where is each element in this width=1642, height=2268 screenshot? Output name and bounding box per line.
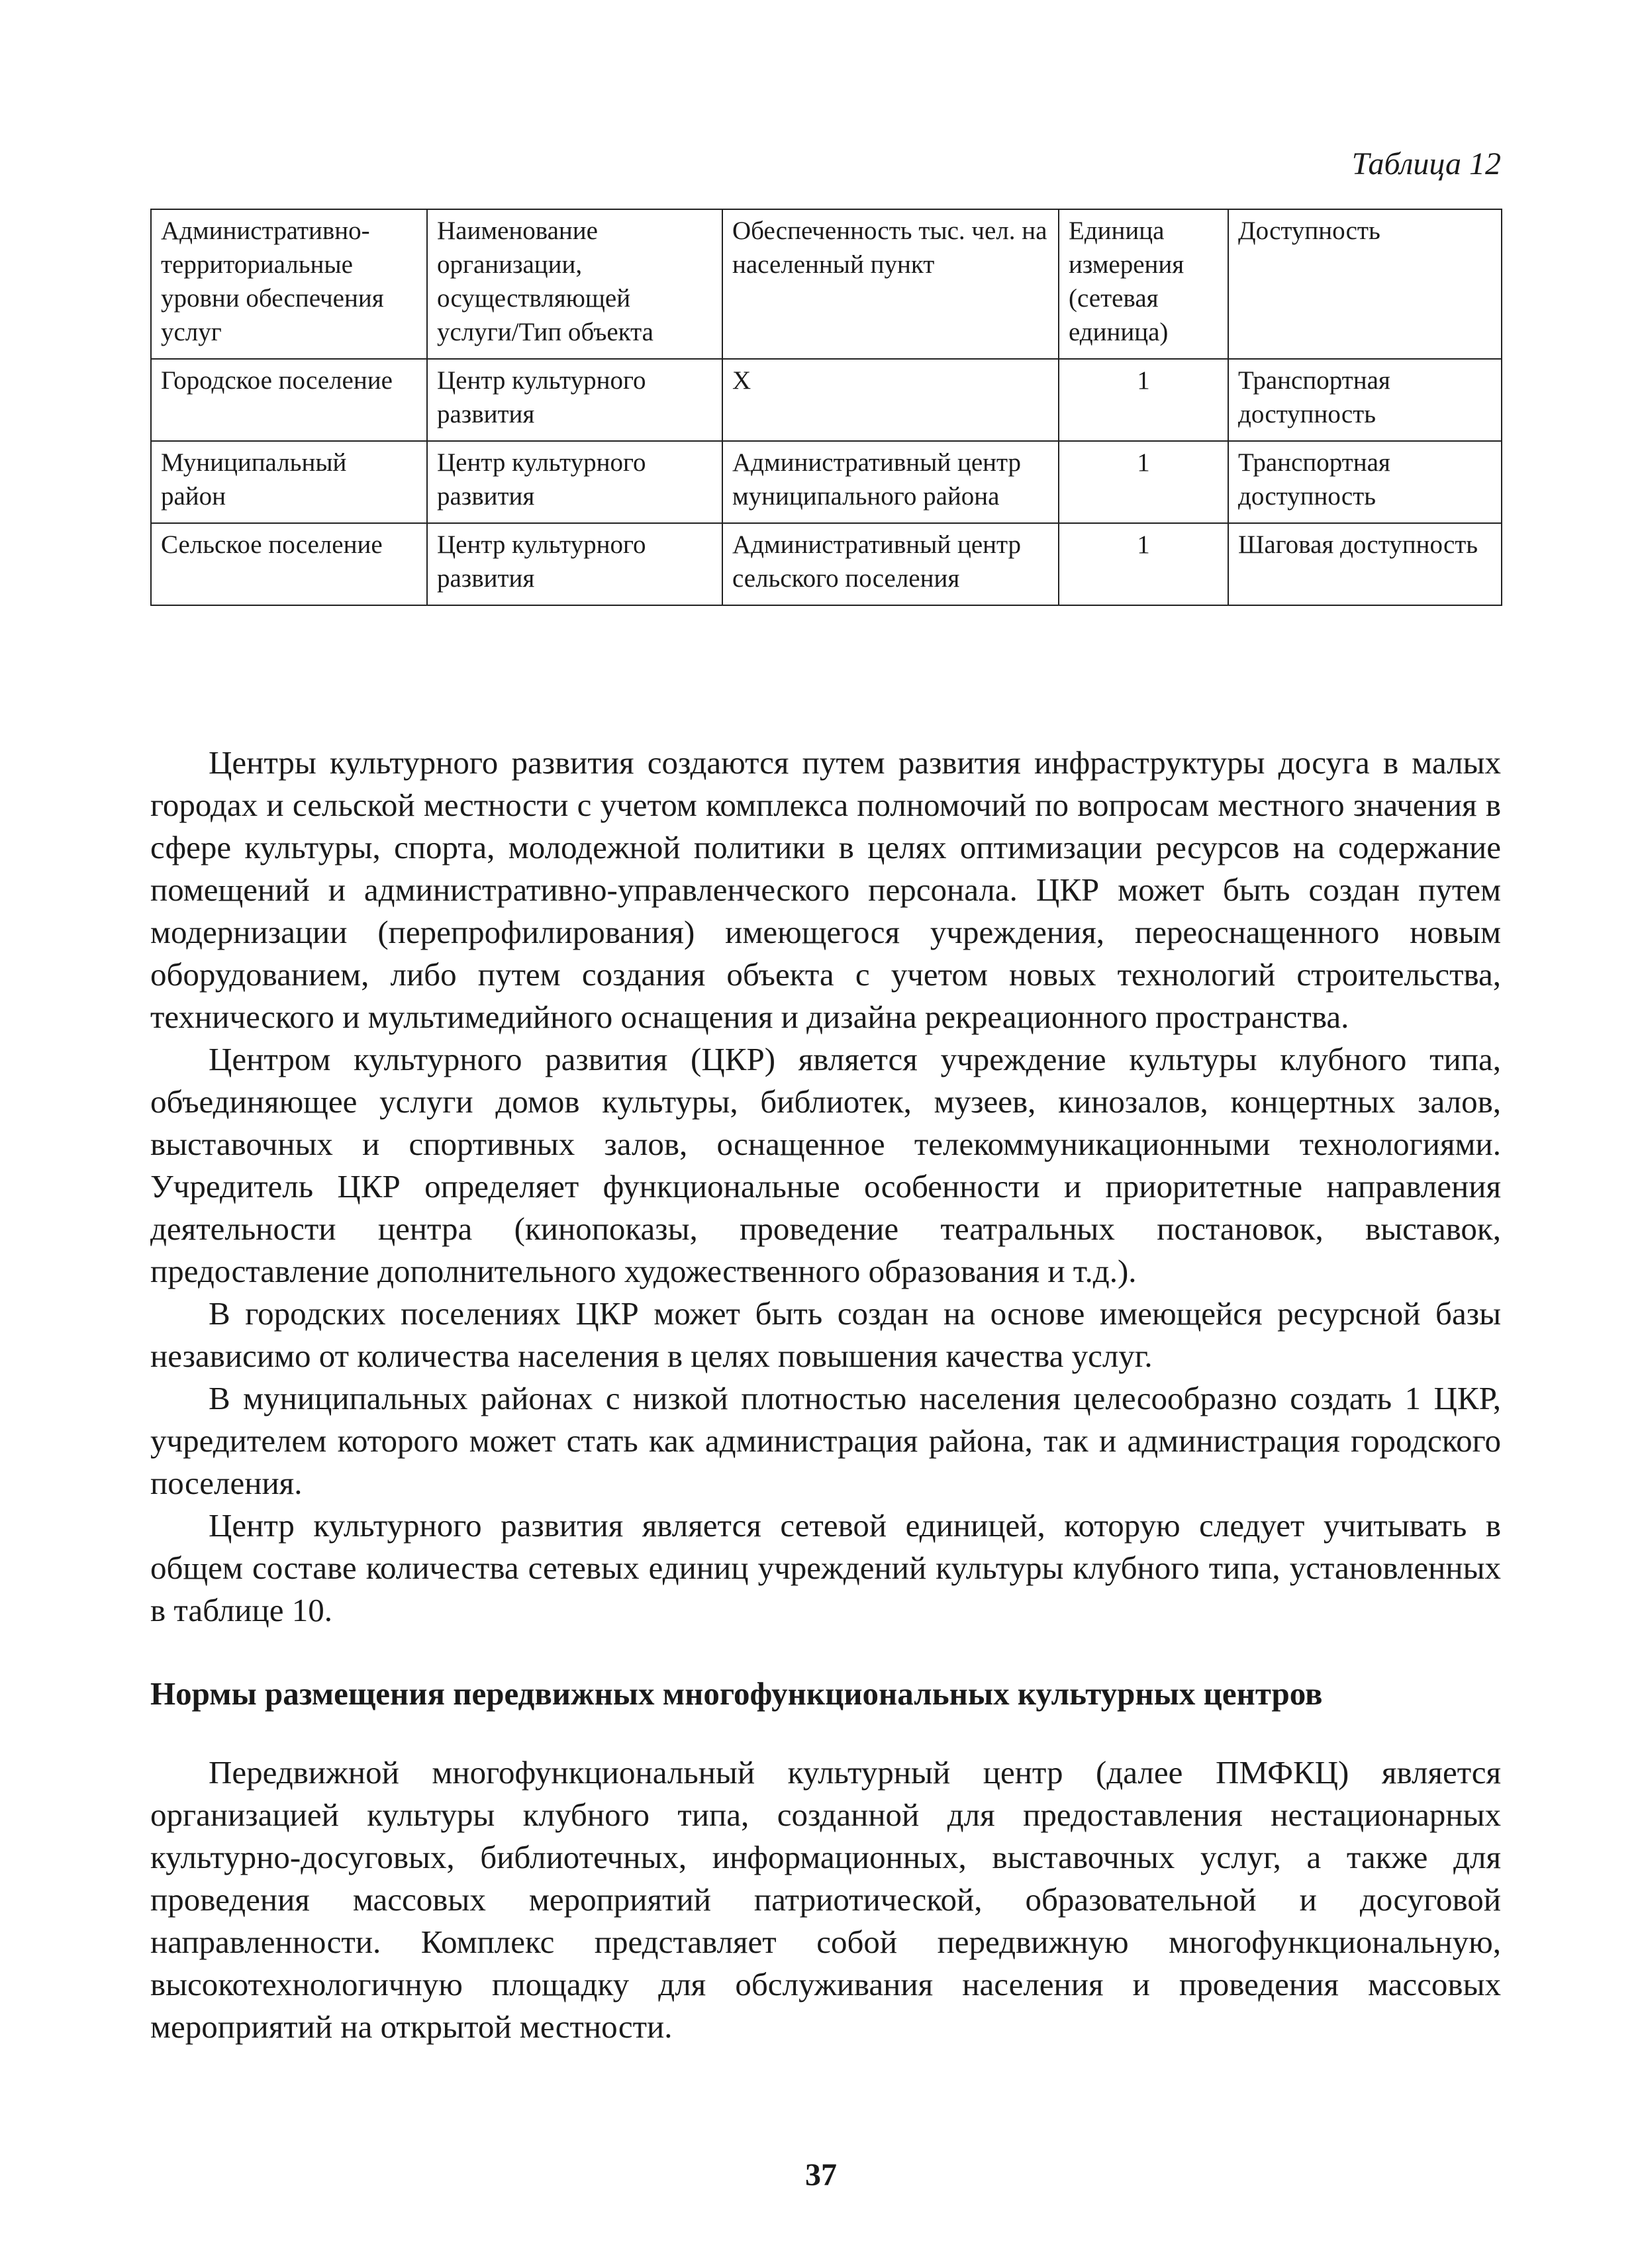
table-header-row [151,209,1502,359]
table-cell: Шаговая доступность [1228,523,1502,605]
paragraph: В городских поселениях ЦКР может быть создан на основе имеющейся ресурсной базы независимо от количества населения в целях повышения качества услуг. [150,1295,1501,1374]
table-cell: Муниципальный район [151,441,427,523]
norms-table [150,209,1502,606]
table-cell: 1 [1059,523,1228,605]
table-cell: 1 [1059,441,1228,523]
paragraph: Центры культурного развития создаются путем развития инфраструктуры досуга в малых городах и сельской местности с учетом комплекса полномочий по вопросам местного значения в сфере культуры, спорта, молодежной политики в целях оптимизации ресурсов на содержание помещений и административно-управленческого персонала. ЦКР может быть создан путем модернизации (перепрофилирования) имеющегося учреждения, переоснащенного новым оборудованием, либо путем создания объекта с учетом новых технологий строительства, технического и мультимедийного оснащения и дизайна рекреационного пространства. [150,744,1501,1035]
paragraph: В муниципальных районах с низкой плотностью населения целесообразно создать 1 ЦКР, учредителем которого может стать как администрация района, так и администрация городского поселения. [150,1380,1501,1501]
table-caption: Таблица 12 [1351,146,1501,181]
body-text [150,742,1501,2048]
table-cell: Центр культурного развития [427,523,722,605]
header-cell: Доступность [1228,209,1502,359]
paragraph: Центром культурного развития (ЦКР) является учреждение культуры клубного типа, объединяющее услуги домов культуры, библиотек, музеев, кинозалов, концертных залов, выставочных и спортивных залов, оснащенное телекоммуникационными технологиями. Учредитель ЦКР определяет функциональные особенности и приоритетные направления деятельности центра (кинопоказы, проведение театральных постановок, выставок, предоставление дополнительного художественного образования и т.д.). [150,1041,1501,1289]
table-cell: Административный центр сельского поселения [722,523,1059,605]
table-cell: Х [722,359,1059,441]
header-cell: Обеспеченность тыс. чел. на населенный пункт [722,209,1059,359]
table-row [151,359,1502,441]
table-cell: Транспортная доступность [1228,359,1502,441]
header-cell: Наименование организации, осуществляющей услуги/Тип объекта [427,209,722,359]
paragraph: Центр культурного развития является сетевой единицей, которую следует учитывать в общем составе количества сетевых единиц учреждений культуры клубного типа, установленных в таблице 10. [150,1507,1501,1628]
table-cell: Административный центр муниципального района [722,441,1059,523]
header-cell: Единица измерения (сетевая единица) [1059,209,1228,359]
table-row [151,441,1502,523]
table-cell: 1 [1059,359,1228,441]
paragraph: Передвижной многофункциональный культурный центр (далее ПМФКЦ) является организацией культуры клубного типа, созданной для предоставления нестационарных культурно-досуговых, библиотечных, информационных, выставочных услуг, а также для проведения массовых мероприятий патриотической, образовательной и досуговой направленности. Комплекс представляет собой передвижную многофункциональную, высокотехнологичную площадку для обслуживания населения и проведения массовых мероприятий на открытой местности. [150,1754,1501,2045]
table-cell: Центр культурного развития [427,359,722,441]
table-cell: Центр культурного развития [427,441,722,523]
table-cell: Сельское поселение [151,523,427,605]
page-number: 37 [805,2157,837,2193]
table-cell: Транспортная доступность [1228,441,1502,523]
table-row [151,523,1502,605]
header-cell: Административно-территориальные уровни обеспечения услуг [151,209,427,359]
section-heading: Нормы размещения передвижных многофункциональных культурных центров [150,1675,1323,1712]
table-cell: Городское поселение [151,359,427,441]
